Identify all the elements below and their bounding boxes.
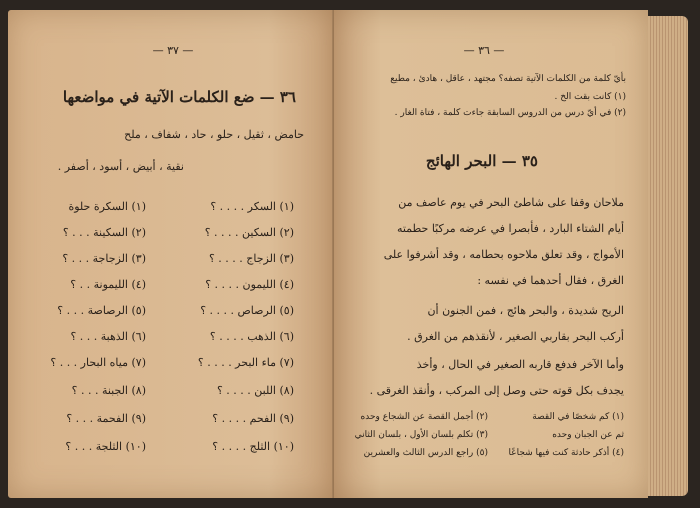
row-item-a: (٣) الزجاج . . . . ؟ xyxy=(208,252,294,265)
question-item: (٥) راجع الدرس الثالث والعشرين xyxy=(363,448,488,458)
paragraph-line: أيام الشتاء البارد ، فأبصرا في عرضه مركبًا حطمته xyxy=(396,222,624,235)
left-page xyxy=(8,10,334,498)
intro-question-2: (٢) في أيّ درس من الدروس السابقة جاءت كلمة ، فتاة الغار . xyxy=(394,108,626,118)
page-edges xyxy=(648,16,688,496)
row-item-a: (٦) الذهب . . . . ؟ xyxy=(209,330,294,343)
exercise-row xyxy=(8,412,334,432)
question-item: ثم عن الجبان وحده xyxy=(552,430,624,440)
intro-question-1: (١) كانت بقت الخ . xyxy=(554,92,626,102)
row-item-b: (٨) الجبنة . . . ؟ xyxy=(71,384,146,397)
row-item-b: (٣) الزجاجة . . . ؟ xyxy=(62,252,146,265)
exercise-row xyxy=(8,252,334,272)
exercise-row xyxy=(8,384,334,404)
row-item-a: (١٠) الثلج . . . . ؟ xyxy=(212,440,294,453)
row-item-a: (٥) الرصاص . . . . ؟ xyxy=(200,304,294,317)
row-item-b: (٢) السكينة . . . ؟ xyxy=(62,226,146,239)
paragraph-line: الغرق ، فقال أحدهما في نفسه : xyxy=(477,274,624,287)
question-item: (٣) تكلم بلسان الأول ، بلسان الثاني xyxy=(354,430,488,440)
page-number-right: — ٣٦ — xyxy=(463,44,505,57)
open-book xyxy=(8,10,692,500)
row-item-b: (١٠) الثلجة . . . ؟ xyxy=(65,440,146,453)
question-item: (٢) أجمل القصة عن الشجاع وحده xyxy=(360,412,488,422)
row-item-a: (٧) ماء البحر . . . . ؟ xyxy=(197,356,294,369)
word-list-line-2: نقية ، أبيض ، أسود ، أصفر . xyxy=(57,160,184,173)
row-item-a: (٤) الليمون . . . . ؟ xyxy=(205,278,294,291)
exercise-row xyxy=(8,226,334,246)
intro-line: بأيّ كلمة من الكلمات الآتية تصفه؟ مجتهد ، عاقل ، هادئ ، مطيع xyxy=(390,74,626,84)
row-item-a: (١) السكر . . . . ؟ xyxy=(210,200,294,213)
row-item-b: (٥) الرصاصة . . . ؟ xyxy=(57,304,146,317)
paragraph-line: وأما الآخر فدفع قاربه الصغير في الحال ، وأخذ xyxy=(416,358,624,371)
exercise-title-36: ٣٦ — ضع الكلمات الآتية في مواضعها xyxy=(62,88,296,106)
exercise-row xyxy=(8,200,334,220)
exercise-row xyxy=(8,440,334,460)
paragraph-line: يجدف بكل قوته حتى وصل إلى المركب ، وأنقذ الغرقى . xyxy=(369,384,624,397)
word-list-line-1: حامض ، ثقيل ، حلو ، حاد ، شفاف ، ملح xyxy=(124,128,304,141)
paragraph-line: الأمواج ، وقد تعلق ملاحوه بحطامه ، وقد أشرفوا على xyxy=(383,248,624,261)
right-page xyxy=(334,10,648,498)
question-item: (٤) أذكر حادثة كنت فيها شجاعًا xyxy=(508,448,624,458)
exercise-row xyxy=(8,278,334,298)
question-item: (١) كم شخصًا في القصة xyxy=(532,412,624,422)
exercise-row xyxy=(8,330,334,350)
exercise-row xyxy=(8,304,334,324)
row-item-a: (٩) الفحم . . . . ؟ xyxy=(212,412,294,425)
row-item-a: (٨) اللبن . . . . ؟ xyxy=(216,384,294,397)
paragraph-line: أركب البحر بقاربي الصغير ، لأنقذهم من الغرق . xyxy=(407,330,624,343)
row-item-b: (١) السكرة حلوة xyxy=(68,200,146,213)
row-item-a: (٢) السكين . . . . ؟ xyxy=(204,226,294,239)
row-item-b: (٩) الفحمة . . . ؟ xyxy=(66,412,146,425)
paragraph-line: الريح شديدة ، والبحر هائج ، فمن الجنون أن xyxy=(427,304,624,317)
lesson-title-35: ٣٥ — البحر الهائج xyxy=(425,152,538,170)
row-item-b: (٧) مياه البحار . . . ؟ xyxy=(50,356,146,369)
paragraph-line: ملاحان وقفا على شاطئ البحر في يوم عاصف من xyxy=(398,196,624,209)
page-number-left: — ٣٧ — xyxy=(152,44,194,57)
row-item-b: (٤) الليمونة . . ؟ xyxy=(70,278,146,291)
exercise-row xyxy=(8,356,334,376)
row-item-b: (٦) الذهبة . . . ؟ xyxy=(70,330,146,343)
